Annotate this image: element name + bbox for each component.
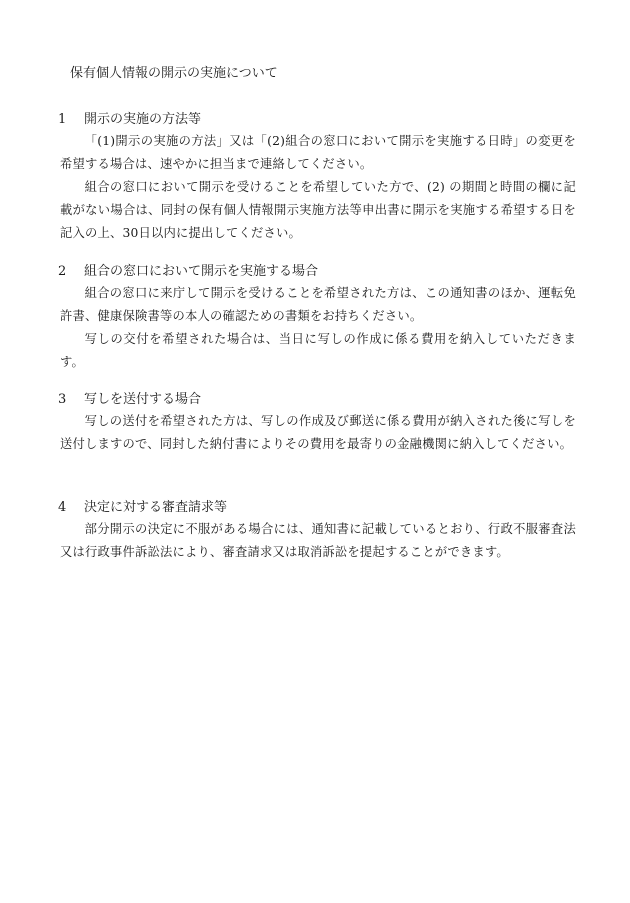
section-number: 3 [58,392,67,407]
section-title: 開示の実施の方法等 [84,112,202,127]
section-paragraph: 部分開示の決定に不服がある場合には、通知書に記載しているとおり、行政不服審査法又は行政事件訴訟法により、審査請求又は取消訴訟を提起することができます。 [60,522,576,559]
section-number: 1 [58,112,67,127]
section-heading [56,262,576,282]
section-title: 組合の窓口において開示を実施する場合 [84,264,319,279]
section-heading [56,498,576,518]
section-number: 2 [58,264,67,279]
section-heading [56,390,576,410]
section-paragraph: 写しの交付を希望された場合は、当日に写しの作成に係る費用を納入していただきます。 [60,332,576,369]
section-3 [56,390,576,456]
section-number: 4 [58,500,67,515]
section-paragraph: 「(1)開示の実施の方法」又は「(2)組合の窓口において開示を実施する日時」の変更を希望する場合は、速やかに担当まで連絡してください。 [60,134,576,171]
document-title: 保有個人情報の開示の実施について [70,66,278,81]
section-4 [56,498,576,564]
section-1 [56,110,576,245]
section-2 [56,262,576,374]
section-title: 決定に対する審査請求等 [84,500,228,515]
section-paragraph: 組合の窓口において開示を受けることを希望していた方で、(2) の期間と時間の欄に記載がない場合は、同封の保有個人情報開示実施方法等申出書に開示を実施する希望する日を記入の上、30日以内に提出してください。 [60,180,576,240]
section-heading [56,110,576,130]
section-title: 写しを送付する場合 [84,392,202,407]
section-paragraph: 写しの送付を希望された方は、写しの作成及び郵送に係る費用が納入された後に写しを送付しますので、同封した納付書によりその費用を最寄りの金融機関に納入してください。 [60,414,576,451]
section-paragraph: 組合の窓口に来庁して開示を受けることを希望された方は、この通知書のほか、運転免許書、健康保険書等の本人の確認ための書類をお持ちください。 [60,286,576,323]
